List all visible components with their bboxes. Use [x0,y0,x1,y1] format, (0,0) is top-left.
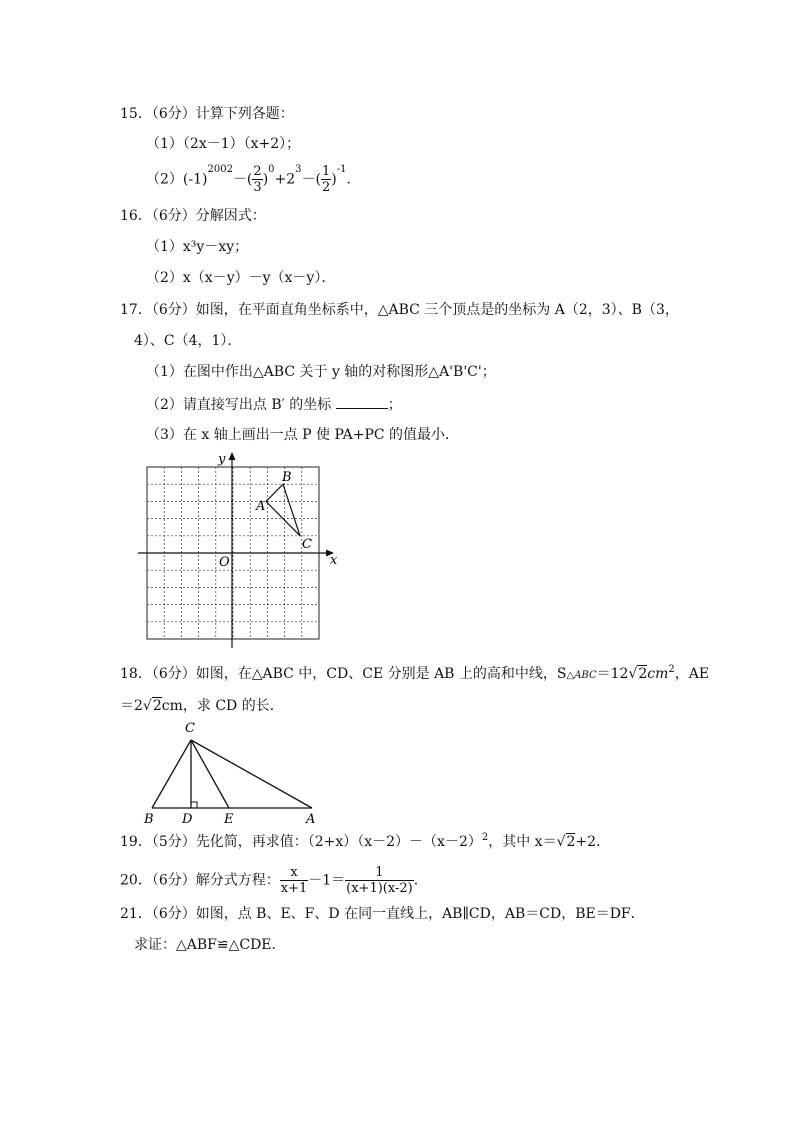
vertex-c-label: C [185,721,195,736]
q17-part3: （3）在 x 轴上画出一点 P 使 PA+PC 的值最小． [146,427,460,443]
q17-heading-line2: 4）、C（4，1）． [134,333,242,349]
vertex-a-label: A [306,812,316,827]
q18-line2: ＝2√2cm，求 CD 的长． [120,698,284,714]
q21-line1: 21．（6分）如图，点 B、E、F、D 在同一直线上，AB∥CD，AB＝CD，BE＝DF． [120,906,645,922]
q18-line1: 18．（6分）如图，在△ABC 中，CD、CE 分别是 AB 上的高和中线，$S\triangle ABC=12√2cm^2$，AE [120,664,710,682]
x-axis-label: x [330,553,338,568]
q15-heading: 15．（6分）计算下列各题： [120,106,294,122]
point-c-label: C [302,537,312,552]
q15-part1: （1）（2x－1）（x+2）； [146,136,301,152]
segment-cb [152,740,191,808]
q17-heading-line1: 17．（6分）如图，在平面直角坐标系中，△ABC 三个顶点是的坐标为 A（2，3）、B（3， [120,302,679,318]
fraction-1-2: $\frac{1}{2}$ [322,164,331,195]
origin-label: O [219,555,230,570]
q15-part2: $(2)(-1)^{2002}-$( $\frac{2}{3}$ )$^0+2^3-$( $\frac{1}{2}$ )$^{-1}$. [146,164,351,195]
q16-heading: 16．（6分）分解因式： [120,208,266,224]
point-b-label: B [282,470,292,485]
point-a-label: A [256,499,266,514]
answer-blank[interactable] [336,394,388,409]
q21-line2: 求证：△ABF≌△CDE． [134,937,286,953]
triangle-figure [140,715,330,827]
fraction-2-3: $\frac{2}{3}$ [253,164,262,195]
fraction-x-over-x-plus-1: $\frac{x}{x+1}$ [280,865,308,896]
q17-part1: （1）在图中作出△ABC 关于 y 轴的对称图形△A'B'C'； [146,364,496,380]
point-d-label: D [182,812,193,827]
fraction-1-over-product: $\frac{1}{(x+1)(x-2)}$ [346,865,413,896]
right-angle-mark [191,802,197,808]
segment-ca [191,740,312,808]
coordinate-grid-figure [130,450,340,650]
q19-line: 19．（5分）先化简，再求值：$(2+x)(x-2)-(x-2)^2$，其中 x＝√2+2． [120,832,611,850]
y-axis-arrow [229,452,236,460]
q17-part2: （2）请直接写出点 B′ 的坐标 ； [146,394,402,415]
triangle-abc [266,484,300,536]
y-axis-label: y [218,452,226,467]
vertex-b-label: B [144,812,154,827]
q20-line: 20．（6分）解分式方程： $\frac{x}{x+1}$ －1＝ $\frac{1}{(x+1)(x-2)}$ ． [120,865,428,896]
q16-part2: （2）x（x－y）－y（x－y）． [146,270,336,286]
point-e-label: E [224,812,234,827]
q16-part1: （1）x³y－xy； [146,239,249,255]
